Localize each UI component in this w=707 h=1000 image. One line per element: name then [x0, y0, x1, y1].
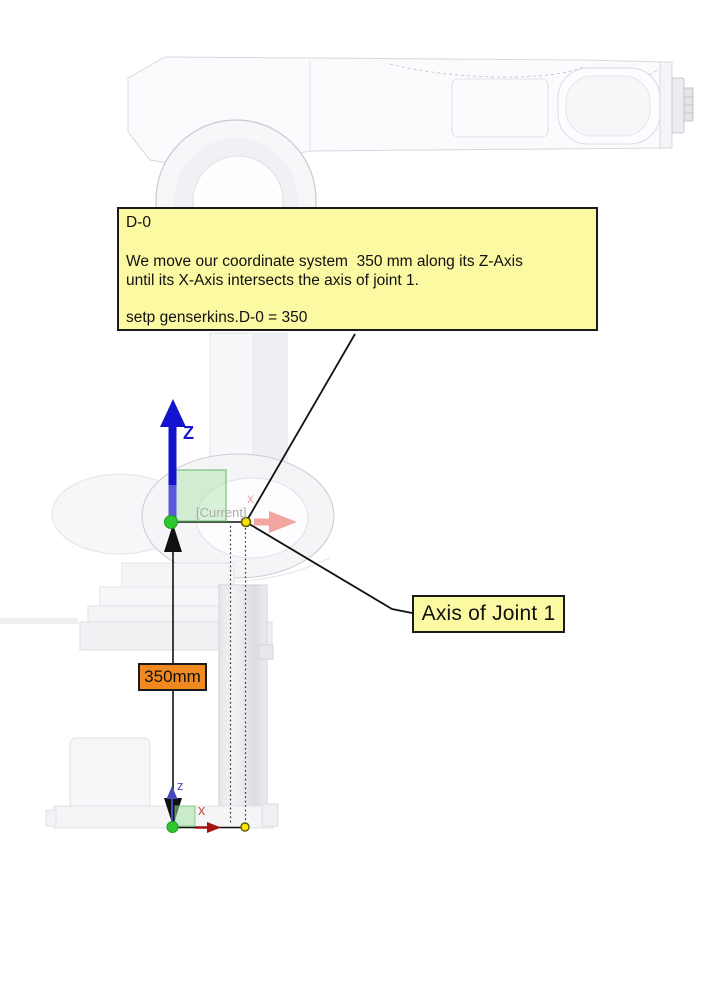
robot-base	[0, 563, 278, 828]
base-frame-plane-square	[175, 806, 195, 826]
axis-of-joint-1-label: Axis of Joint 1	[412, 595, 565, 633]
robot-column	[210, 333, 287, 465]
base-origin-dot	[167, 822, 178, 833]
x-axis-mid-label: x	[247, 490, 254, 506]
callout-body: We move our coordinate system 350 mm along its Z-Axis until its X-Axis intersects the axis of joint 1.	[126, 253, 523, 289]
base-z-axis-label: z	[177, 778, 184, 793]
base-x-axis-label: x	[198, 803, 206, 819]
callout-d0	[117, 207, 598, 331]
current-frame-label: [Current]	[196, 505, 247, 520]
z-axis-label: Z	[183, 423, 194, 443]
callout-command: setp genserkins.D-0 = 350	[126, 309, 308, 326]
origin-dot	[165, 516, 178, 529]
base-joint1-axis-point	[241, 823, 249, 831]
dimension-350mm-label: 350mm	[138, 663, 207, 691]
callout-title: D-0	[126, 214, 151, 231]
